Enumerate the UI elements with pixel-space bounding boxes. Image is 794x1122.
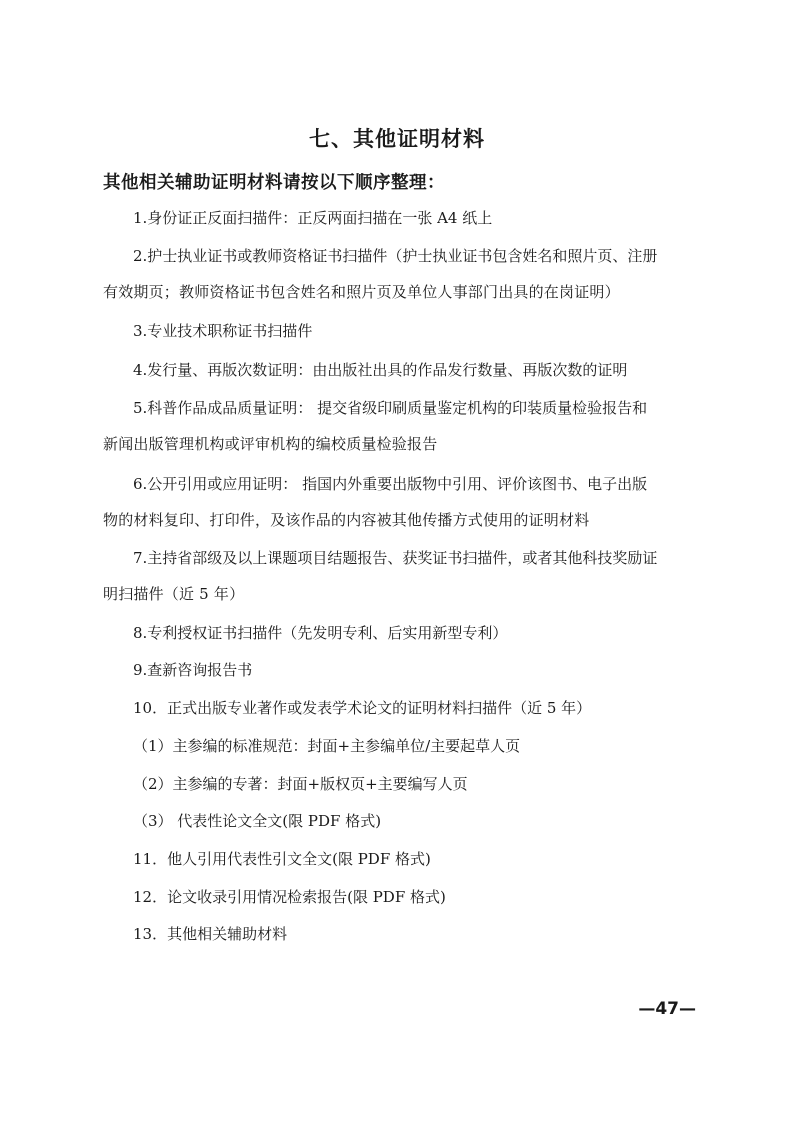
list-item-line-continued: 明扫描件（近 5 年） — [103, 585, 245, 603]
list-item-line: 13．其他相关辅助材料 — [133, 925, 288, 943]
list-subitem-3 — [103, 803, 697, 839]
list-item-line: 12．论文收录引用情况检索报告(限 PDF 格式) — [133, 888, 446, 906]
section-subtitle: 其他相关辅助证明材料请按以下顺序整理： — [103, 173, 445, 193]
list-item-line-continued: 有效期页；教师资格证书包含姓名和照片页及单位人事部门出具的在岗证明） — [103, 283, 620, 301]
page-title: 七、其他证明材料 — [309, 127, 485, 151]
list-item-1 — [103, 200, 697, 236]
list-item-4 — [103, 352, 697, 388]
list-subitem-1 — [103, 728, 697, 764]
list-item-8 — [103, 615, 697, 651]
list-item-12 — [103, 879, 697, 915]
list-item-11 — [103, 841, 697, 877]
list-item-line: 11．他人引用代表性引文全文(限 PDF 格式) — [133, 850, 431, 868]
list-item-line-continued: 新闻出版管理机构或评审机构的编校质量检验报告 — [103, 435, 438, 453]
list-item-9 — [103, 652, 697, 688]
list-item-line: 6.公开引用或应用证明： 指国内外重要出版物中引用、评价该图书、电子出版 — [133, 475, 648, 493]
list-item-line-continued: 物的材料复印、打印件，及该作品的内容被其他传播方式使用的证明材料 — [103, 511, 590, 529]
list-item-line: （1）主参编的标准规范：封面+主参编单位/主要起草人页 — [133, 737, 521, 755]
page-number: —47— — [638, 999, 696, 1019]
list-item-line: 5.科普作品成品质量证明： 提交省级印刷质量鉴定机构的印装质量检验报告和 — [133, 399, 648, 417]
list-item-2 — [103, 238, 697, 310]
list-item-line: 4.发行量、再版次数证明：由出版社出具的作品发行数量、再版次数的证明 — [133, 361, 628, 379]
list-item-5 — [103, 390, 697, 462]
list-item-line: 2.护士执业证书或教师资格证书扫描件（护士执业证书包含姓名和照片页、注册 — [133, 247, 658, 265]
list-subitem-2 — [103, 766, 697, 802]
list-item-line: （2）主参编的专著：封面+版权页+主要编写人页 — [133, 775, 468, 793]
list-item-line: 7.主持省部级及以上课题项目结题报告、获奖证书扫描件，或者其他科技奖励证 — [133, 549, 658, 567]
list-item-line: 9.查新咨询报告书 — [133, 661, 253, 679]
list-item-3 — [103, 313, 697, 349]
list-item-10 — [103, 690, 697, 726]
list-item-6 — [103, 466, 697, 538]
list-item-line: 10．正式出版专业著作或发表学术论文的证明材料扫描件（近 5 年） — [133, 699, 592, 717]
list-item-line: 3.专业技术职称证书扫描件 — [133, 322, 313, 340]
list-item-line: （3） 代表性论文全文(限 PDF 格式) — [133, 812, 382, 830]
list-item-line: 1.身份证正反面扫描件：正反两面扫描在一张 A4 纸上 — [133, 209, 493, 227]
list-item-13 — [103, 916, 697, 952]
list-item-7 — [103, 540, 697, 612]
list-item-line: 8.专利授权证书扫描件（先发明专利、后实用新型专利） — [133, 624, 508, 642]
